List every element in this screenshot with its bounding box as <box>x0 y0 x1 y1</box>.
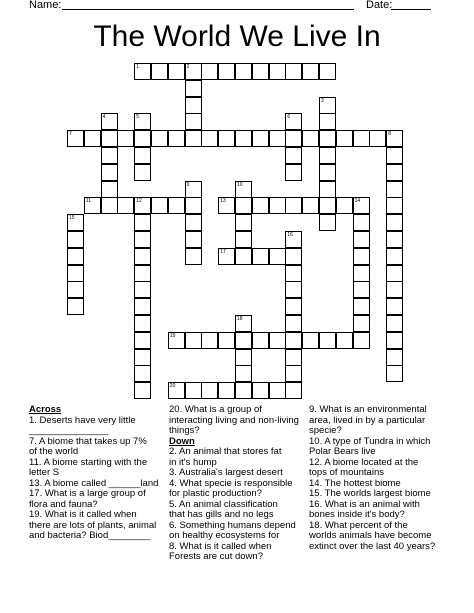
grid-cell[interactable] <box>252 130 269 147</box>
grid-cell[interactable] <box>101 164 118 181</box>
grid-cell[interactable] <box>134 265 151 282</box>
grid-cell[interactable] <box>185 181 202 198</box>
grid-cell[interactable] <box>134 214 151 231</box>
grid-cell[interactable] <box>134 281 151 298</box>
clues-column-3 <box>309 405 445 552</box>
grid-cell[interactable] <box>151 63 168 80</box>
grid-cell[interactable] <box>285 231 302 248</box>
grid-cell[interactable] <box>285 130 302 147</box>
grid-cell[interactable] <box>285 298 302 315</box>
grid-cell[interactable] <box>252 63 269 80</box>
clue-number: 16 <box>287 232 293 238</box>
grid-cell[interactable] <box>235 130 252 147</box>
grid-cell[interactable] <box>134 147 151 164</box>
clue-number: 15 <box>69 215 75 222</box>
grid-cell[interactable] <box>353 281 370 298</box>
name-label: Name: <box>29 0 62 11</box>
grid-cell[interactable] <box>353 315 370 332</box>
grid-cell[interactable] <box>285 349 302 366</box>
grid-cell[interactable] <box>218 382 235 399</box>
down-clue: on healthy ecosystems for <box>169 530 280 541</box>
grid-cell[interactable] <box>67 298 84 315</box>
clue-number: 19 <box>169 332 176 339</box>
clue-number: 2 <box>186 64 190 70</box>
across-clue: 20. What is a group of <box>169 404 262 415</box>
grid-cell[interactable] <box>134 349 151 366</box>
grid-cell[interactable] <box>319 197 336 214</box>
grid-cell[interactable] <box>319 181 336 198</box>
grid-cell[interactable] <box>302 130 319 147</box>
grid-cell[interactable] <box>235 382 252 399</box>
grid-cell[interactable] <box>302 332 319 349</box>
grid-cell[interactable] <box>168 197 185 214</box>
across-clue: of the world <box>29 446 79 457</box>
grid-cell[interactable] <box>235 231 252 248</box>
grid-cell[interactable] <box>151 130 168 147</box>
grid-cell[interactable] <box>134 164 151 181</box>
grid-cell[interactable] <box>386 147 403 164</box>
grid-cell[interactable] <box>168 63 185 80</box>
down-clue: 8. What is it called when <box>169 540 272 552</box>
down-clue: 16. What is an animal with <box>309 498 420 510</box>
grid-cell[interactable] <box>185 214 202 231</box>
grid-cell[interactable] <box>235 332 252 349</box>
clue-number: 3 <box>321 97 324 104</box>
grid-cell[interactable] <box>319 97 336 114</box>
grid-cell[interactable] <box>235 181 252 198</box>
grid-cell[interactable] <box>218 197 235 214</box>
page-title: The World We Live In <box>93 20 381 53</box>
grid-cell[interactable] <box>185 332 202 349</box>
clue-number: 12 <box>136 198 142 205</box>
grid-cell[interactable] <box>285 248 302 265</box>
down-clue: 4. What specie is responsible <box>169 477 293 489</box>
grid-cell[interactable] <box>185 382 202 399</box>
down-clue: worlds animals have become <box>309 530 432 541</box>
down-clue: 10. A type of Tundra in which <box>309 435 431 447</box>
grid-cell[interactable] <box>285 265 302 282</box>
down-clue: specie? <box>309 425 342 436</box>
clue-number: 9 <box>186 181 190 188</box>
clue-number: 17 <box>220 248 226 255</box>
clue-number: 4 <box>102 114 106 121</box>
grid-cell[interactable] <box>269 248 286 265</box>
grid-cell[interactable] <box>151 197 168 214</box>
grid-cell[interactable] <box>269 332 286 349</box>
grid-cell[interactable] <box>117 130 134 147</box>
down-clue: Forests are cut down? <box>169 551 263 562</box>
grid-cell[interactable] <box>269 382 286 399</box>
grid-cell[interactable] <box>235 63 252 80</box>
grid-cell[interactable] <box>235 349 252 366</box>
clues-column-2 <box>169 405 309 563</box>
clue-number: 14 <box>354 198 361 205</box>
grid-cell[interactable] <box>67 214 84 231</box>
grid-cell[interactable] <box>67 265 84 282</box>
grid-cell[interactable] <box>101 197 118 214</box>
grid-cell[interactable] <box>235 248 252 265</box>
clue-number: 6 <box>287 114 291 121</box>
grid-cell[interactable] <box>134 332 151 349</box>
down-clue: Polar Bears live <box>309 446 376 457</box>
grid-cell[interactable] <box>235 365 252 382</box>
grid-cell[interactable] <box>134 315 151 332</box>
down-clue: 6. Something humans depend <box>169 519 296 531</box>
down-clue: bones inside it's body? <box>309 509 405 520</box>
grid-cell[interactable] <box>134 130 151 147</box>
grid-cell[interactable] <box>353 130 370 147</box>
grid-cell[interactable] <box>84 197 101 214</box>
grid-cell[interactable] <box>386 265 403 282</box>
grid-cell[interactable] <box>67 248 84 265</box>
across-clue: 7. A biome that takes up 7% <box>29 435 147 447</box>
across-clue: 17. What is a large group of <box>29 488 146 499</box>
grid-cell[interactable] <box>353 332 370 349</box>
down-clue: extinct over the last 40 years? <box>309 540 436 552</box>
grid-cell[interactable] <box>319 164 336 181</box>
grid-cell[interactable] <box>386 181 403 198</box>
grid-cell[interactable] <box>235 197 252 214</box>
clue-number: 11 <box>85 198 91 205</box>
grid-cell[interactable] <box>285 147 302 164</box>
clue-number: 20 <box>169 383 176 390</box>
clue-number: 10 <box>237 181 243 188</box>
grid-cell[interactable] <box>117 197 134 214</box>
clue-number: 7 <box>69 131 72 138</box>
grid-cell[interactable] <box>319 113 336 130</box>
grid-cell[interactable] <box>285 365 302 382</box>
across-clue: letter S <box>29 467 60 478</box>
grid-cell[interactable] <box>285 63 302 80</box>
grid-cell[interactable] <box>134 113 151 130</box>
date-label: Date: <box>366 0 393 11</box>
grid-cell[interactable] <box>218 332 235 349</box>
down-clue: 9. What is an environmental <box>309 404 427 415</box>
grid-cell[interactable] <box>285 315 302 332</box>
clues-column-1 <box>29 405 169 542</box>
grid-cell[interactable] <box>235 315 252 332</box>
grid-cell[interactable] <box>67 281 84 298</box>
across-clue: flora and fauna? <box>29 498 98 510</box>
grid-cell[interactable] <box>336 197 353 214</box>
down-clue: 5. An animal classification <box>169 498 278 510</box>
grid-cell[interactable] <box>235 214 252 231</box>
down-clue: 12. A biome located at the <box>309 456 419 468</box>
grid-cell[interactable] <box>185 63 202 80</box>
grid-cell[interactable] <box>252 248 269 265</box>
grid-cell[interactable] <box>353 265 370 282</box>
grid-cell[interactable] <box>201 382 218 399</box>
down-clue: area, lived in by a particular <box>309 414 426 426</box>
grid-cell[interactable] <box>319 332 336 349</box>
grid-cell[interactable] <box>101 130 118 147</box>
down-clue: 18. What percent of the <box>309 519 408 531</box>
grid-cell[interactable] <box>252 197 269 214</box>
grid-cell[interactable] <box>336 332 353 349</box>
grid-cell[interactable] <box>369 130 386 147</box>
grid-cell[interactable] <box>285 197 302 214</box>
grid-cell[interactable] <box>353 197 370 214</box>
grid-cell[interactable] <box>285 382 302 399</box>
grid-cell[interactable] <box>134 365 151 382</box>
grid-cell[interactable] <box>353 231 370 248</box>
grid-cell[interactable] <box>386 281 403 298</box>
grid-cell[interactable] <box>67 130 84 147</box>
grid-cell[interactable] <box>285 113 302 130</box>
grid-cell[interactable] <box>319 63 336 80</box>
clue-number: 8 <box>388 131 391 138</box>
grid-cell[interactable] <box>353 214 370 231</box>
across-clue: _______________ <box>29 425 109 436</box>
grid-cell[interactable] <box>269 130 286 147</box>
grid-cell[interactable] <box>168 382 185 399</box>
grid-cell[interactable] <box>336 130 353 147</box>
clue-number: 13 <box>220 198 226 205</box>
across-clue: 11. A biome starting with the <box>29 456 148 468</box>
grid-cell[interactable] <box>168 332 185 349</box>
grid-cell[interactable] <box>269 63 286 80</box>
grid-cell[interactable] <box>185 80 202 97</box>
grid-cell[interactable] <box>386 349 403 366</box>
grid-cell[interactable] <box>67 231 84 248</box>
grid-cell[interactable] <box>185 231 202 248</box>
down-clue: 2. An animal that stores fat <box>169 446 282 457</box>
clue-number: 1 <box>136 64 139 70</box>
grid-cell[interactable] <box>201 63 218 80</box>
grid-cell[interactable] <box>386 164 403 181</box>
down-clue: for plastic production? <box>169 488 262 499</box>
grid-cell[interactable] <box>134 382 151 399</box>
down-clue: 3. Australia's largest desert <box>169 467 283 478</box>
grid-cell[interactable] <box>386 298 403 315</box>
grid-cell[interactable] <box>134 298 151 315</box>
grid-cell[interactable] <box>285 281 302 298</box>
grid-cell[interactable] <box>185 97 202 114</box>
grid-cell[interactable] <box>185 248 202 265</box>
across-clue: interacting living and non-living <box>169 414 299 426</box>
grid-cell[interactable] <box>201 332 218 349</box>
grid-cell[interactable] <box>386 365 403 382</box>
grid-cell[interactable] <box>84 130 101 147</box>
grid-cell[interactable] <box>185 113 202 130</box>
grid-cell[interactable] <box>285 164 302 181</box>
grid-cell[interactable] <box>134 248 151 265</box>
grid-cell[interactable] <box>386 332 403 349</box>
clue-number: 5 <box>136 114 139 121</box>
grid-cell[interactable] <box>218 248 235 265</box>
grid-cell[interactable] <box>168 130 185 147</box>
down-clue: that has gills and no legs <box>169 509 274 520</box>
down-clue: tops of mountains <box>309 467 384 478</box>
grid-cell[interactable] <box>319 147 336 164</box>
down-clue: in it's hump <box>169 456 217 468</box>
grid-cell[interactable] <box>252 382 269 399</box>
grid-cell[interactable] <box>386 248 403 265</box>
across-clue: 1. Deserts have very little <box>29 414 136 426</box>
across-clue: things? <box>169 425 200 436</box>
across-clue: there are lots of plants, animal <box>29 519 157 531</box>
grid-cell[interactable] <box>185 130 202 147</box>
grid-cell[interactable] <box>386 315 403 332</box>
grid-cell[interactable] <box>386 214 403 231</box>
grid-cell[interactable] <box>386 130 403 147</box>
grid-cell[interactable] <box>201 130 218 147</box>
grid-cell[interactable] <box>134 231 151 248</box>
down-clue: 14. The hottest biome <box>309 477 401 489</box>
grid-cell[interactable] <box>386 231 403 248</box>
across-clue: 19. What is it called when <box>29 509 137 520</box>
grid-cell[interactable] <box>386 197 403 214</box>
grid-cell[interactable] <box>218 130 235 147</box>
grid-cell[interactable] <box>353 248 370 265</box>
grid-cell[interactable] <box>218 63 235 80</box>
across-heading: Across <box>29 404 62 415</box>
grid-cell[interactable] <box>101 147 118 164</box>
grid-cell[interactable] <box>101 181 118 198</box>
grid-cell[interactable] <box>319 130 336 147</box>
clue-number: 18 <box>237 316 243 322</box>
grid-cell[interactable] <box>285 332 302 349</box>
grid-cell[interactable] <box>134 197 151 214</box>
grid-cell[interactable] <box>185 197 202 214</box>
across-clue: and bacteria? Biod________ <box>29 530 151 541</box>
grid-cell[interactable] <box>302 63 319 80</box>
across-clue: 13. A biome called ______land <box>29 477 159 489</box>
grid-cell[interactable] <box>302 197 319 214</box>
down-clue: 15. The worlds largest biome <box>309 488 431 499</box>
grid-cell[interactable] <box>353 298 370 315</box>
grid-cell[interactable] <box>134 63 151 80</box>
down-heading: Down <box>169 435 195 447</box>
grid-cell[interactable] <box>319 214 336 231</box>
grid-cell[interactable] <box>101 113 118 130</box>
grid-cell[interactable] <box>269 197 286 214</box>
grid-cell[interactable] <box>252 332 269 349</box>
